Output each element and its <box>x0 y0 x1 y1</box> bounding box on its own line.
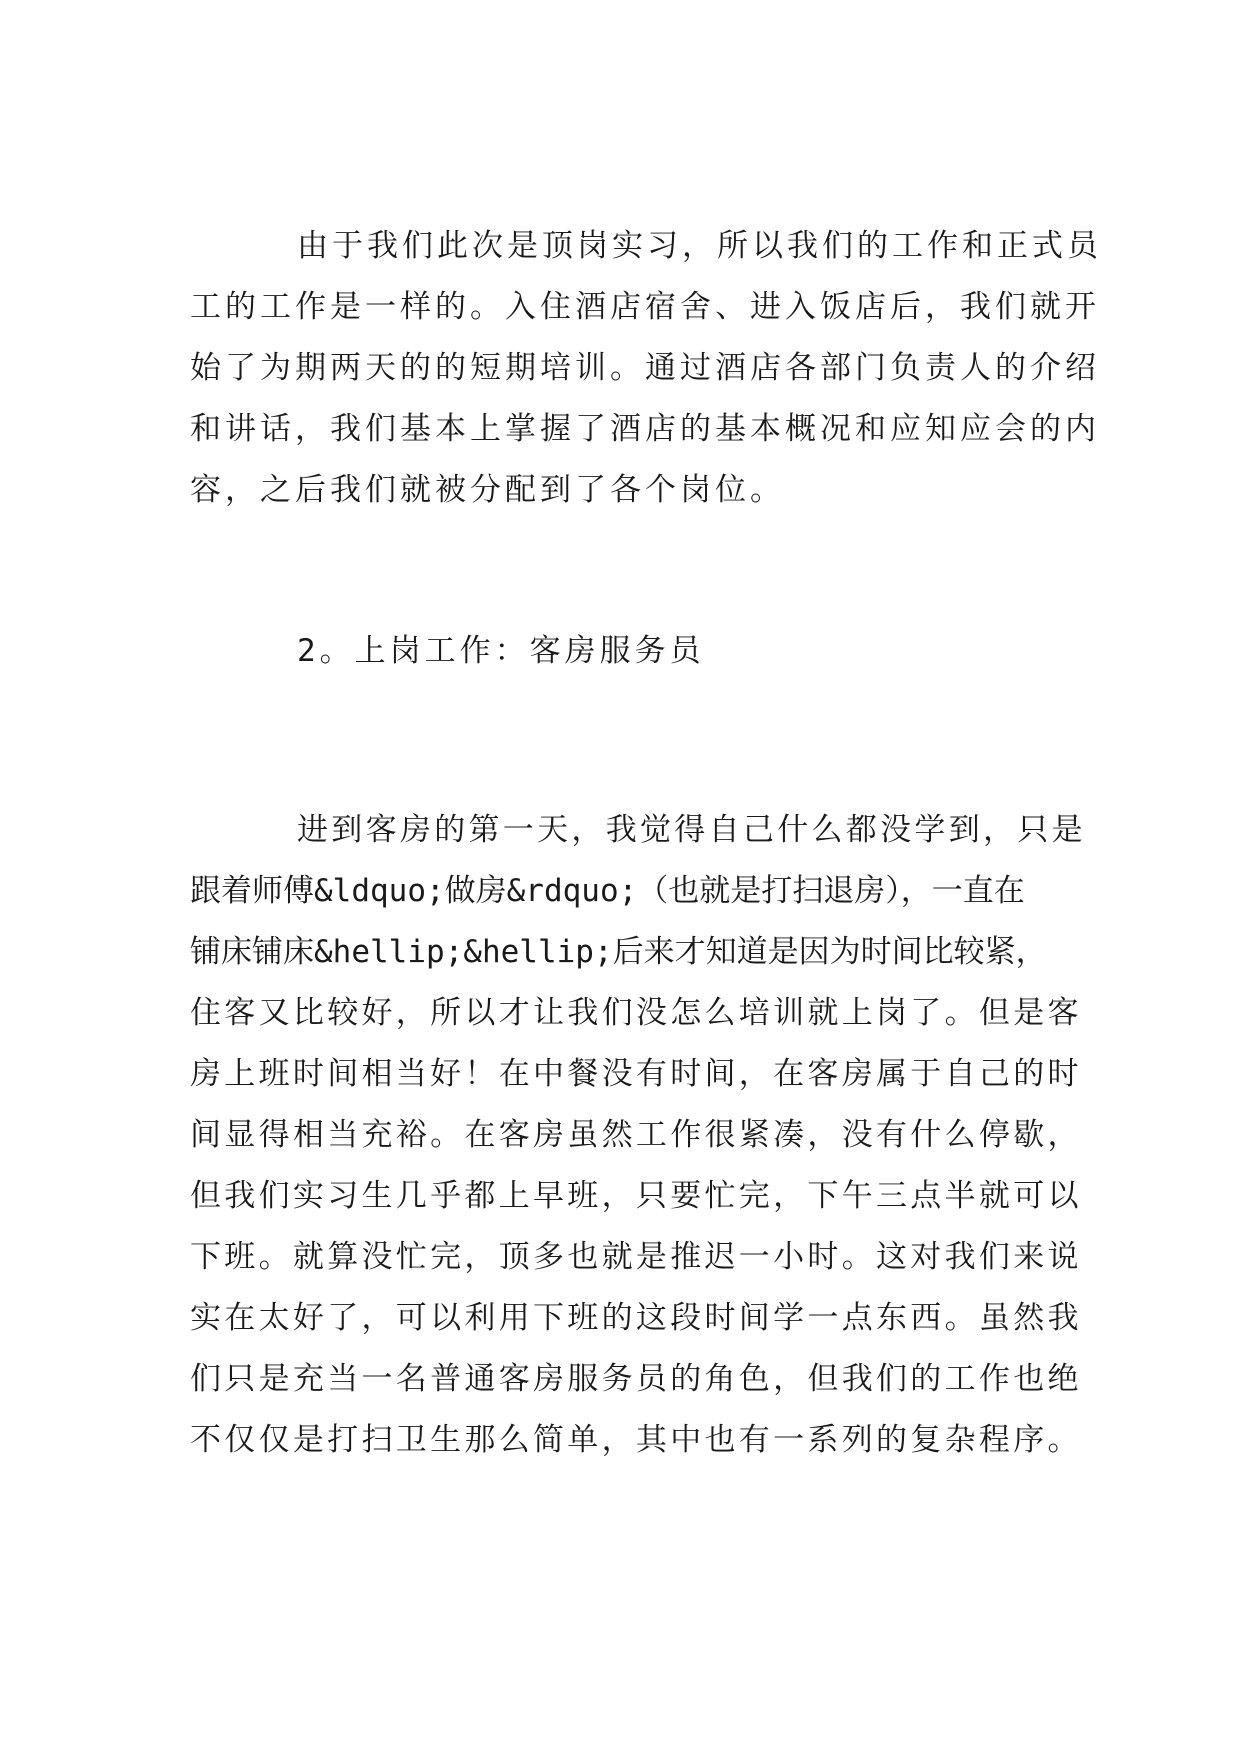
text-line: 跟着师傅&ldquo;做房&rdquo;（也就是打扫退房），一直在 <box>190 873 1025 909</box>
text-line: 但我们实习生几乎都上早班，只要忙完，下午三点半就可以 <box>190 1178 1082 1214</box>
section-heading <box>190 621 1070 682</box>
text-line: 下班。就算没忙完，顶多也就是推迟一小时。这对我们来说 <box>190 1239 1082 1275</box>
text-line: 铺床铺床&hellip;&hellip;后来才知道是因为时间比较紧， <box>190 934 1047 970</box>
text-line: 工的工作是一样的。入住酒店宿舍、进入饭店后，我们就开 <box>190 289 1100 325</box>
text-line: 容，之后我们就被分配到了各个岗位。 <box>190 472 785 508</box>
text-line: 间显得相当充裕。在客房虽然工作很紧凑，没有什么停歇， <box>190 1117 1082 1153</box>
text-line: 和讲话，我们基本上掌握了酒店的基本概况和应知应会的内 <box>190 411 1100 447</box>
text-line: 们只是充当一名普通客房服务员的角色，但我们的工作也绝 <box>190 1361 1082 1397</box>
text-line: 始了为期两天的的短期培训。通过酒店各部门负责人的介绍 <box>190 350 1100 386</box>
heading-text: 2。上岗工作：客房服务员 <box>297 633 705 669</box>
text-line: 不仅仅是打扫卫生那么简单，其中也有一系列的复杂程序。 <box>190 1422 1082 1458</box>
text-line: 实在太好了，可以利用下班的这段时间学一点东西。虽然我 <box>190 1300 1082 1336</box>
text-line: 住客又比较好，所以才让我们没怎么培训就上岗了。但是客 <box>190 995 1082 1031</box>
text-line: 房上班时间相当好！在中餐没有时间，在客房属于自己的时 <box>190 1056 1082 1092</box>
paragraph-housekeeping <box>190 800 1086 1471</box>
text-line: 由于我们此次是顶岗实习，所以我们的工作和正式员 <box>297 228 1102 264</box>
text-line: 进到客房的第一天，我觉得自己什么都没学到，只是 <box>297 812 1086 848</box>
paragraph-training <box>190 216 1102 521</box>
